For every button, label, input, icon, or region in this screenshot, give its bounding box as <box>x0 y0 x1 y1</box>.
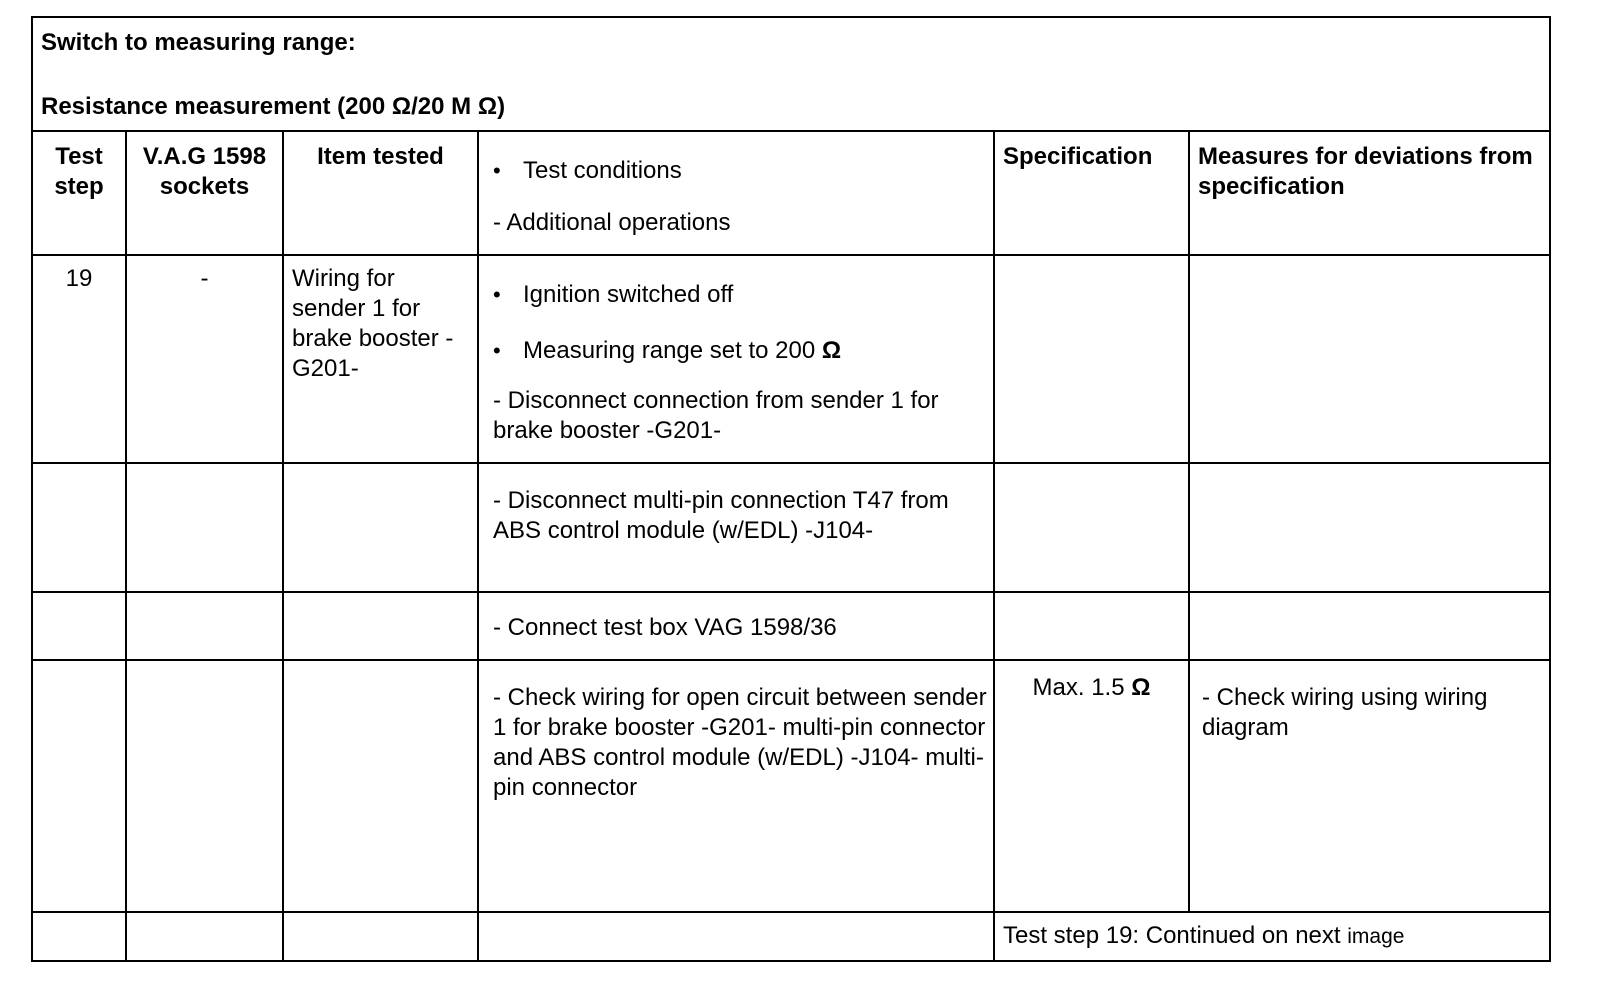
col-specification: Specification <box>994 131 1189 255</box>
test-step-number: 19 <box>32 255 126 463</box>
test-conditions-heading <box>479 156 993 186</box>
vag-socket-cell <box>126 592 283 660</box>
test-table <box>31 16 1551 962</box>
table-row <box>32 592 1550 660</box>
switch-range-heading: Switch to measuring range: <box>41 29 356 56</box>
item-tested-cell <box>283 463 478 592</box>
spec-cell <box>994 660 1189 912</box>
ohm-symbol: Ω <box>1131 674 1151 701</box>
conditions-cell <box>478 660 994 912</box>
bullet-icon: • <box>493 158 501 183</box>
measure-text: - Check wiring using wiring diagram <box>1189 660 1550 912</box>
column-header-row <box>32 131 1550 255</box>
test-conditions-label: Test conditions <box>523 157 682 184</box>
continuation-tail: image <box>1347 925 1405 948</box>
vag-socket-cell <box>126 912 283 961</box>
spec-cell <box>994 255 1189 463</box>
col-item-tested: Item tested <box>283 131 478 255</box>
bullet-icon: • <box>493 282 501 307</box>
spec-cell <box>994 463 1189 592</box>
bullet-icon: • <box>493 338 501 363</box>
measures-cell <box>1189 255 1550 463</box>
additional-operations-heading: - Additional operations <box>493 209 731 236</box>
conditions-cell <box>478 463 994 592</box>
resistance-suffix: ) <box>497 93 506 120</box>
condition-text: Ignition switched off <box>523 281 734 308</box>
measures-cell <box>1189 592 1550 660</box>
table-row <box>32 463 1550 592</box>
operation-text: - Check wiring for open circuit between sender 1 for brake booster -G201- multi-pin connector and ABS control module (w/EDL) -J104- multi-pin connector <box>493 684 987 801</box>
footer-row <box>32 912 1550 961</box>
col-test-step: Test step <box>32 131 126 255</box>
col-conditions <box>478 131 994 255</box>
resistance-measurement-heading <box>41 92 1541 122</box>
operation-text: - Disconnect multi-pin connection T47 from ABS control module (w/EDL) -J104- <box>493 487 949 544</box>
item-tested-cell <box>283 912 478 961</box>
vag-socket-cell <box>126 660 283 912</box>
condition-item <box>479 336 993 366</box>
measures-cell <box>1189 463 1550 592</box>
item-tested-cell <box>283 660 478 912</box>
spec-cell <box>994 592 1189 660</box>
vag-socket-value: - <box>126 255 283 463</box>
ohm-symbol: Ω <box>391 93 412 120</box>
test-step-cell <box>32 660 126 912</box>
resistance-mid: /20 M <box>411 93 478 120</box>
item-tested-value: Wiring for sender 1 for brake booster -G201- <box>283 255 478 463</box>
test-step-cell <box>32 592 126 660</box>
conditions-cell <box>478 592 994 660</box>
operation-text: - Disconnect connection from sender 1 for brake booster -G201- <box>493 387 939 444</box>
table-row <box>32 660 1550 912</box>
test-step-cell <box>32 912 126 961</box>
conditions-cell <box>478 912 994 961</box>
continuation-note <box>994 912 1550 961</box>
resistance-prefix: Resistance measurement (200 <box>41 93 392 120</box>
col-measures: Measures for deviations from specification <box>1189 131 1550 255</box>
table-row <box>32 255 1550 463</box>
condition-item <box>479 280 993 310</box>
vag-socket-cell <box>126 463 283 592</box>
test-step-cell <box>32 463 126 592</box>
measuring-range-header <box>32 17 1550 131</box>
ohm-symbol: Ω <box>821 337 842 364</box>
spec-value: Max. 1.5 <box>1032 674 1132 701</box>
item-tested-cell <box>283 592 478 660</box>
continuation-text: Test step 19: Continued on next <box>1003 922 1348 949</box>
operation-text: - Connect test box VAG 1598/36 <box>493 614 837 641</box>
col-vag-sockets: V.A.G 1598 sockets <box>126 131 283 255</box>
conditions-cell <box>478 255 994 463</box>
ohm-symbol: Ω <box>477 93 498 120</box>
condition-text: Measuring range set to 200 <box>523 337 822 364</box>
measuring-range-header-row <box>32 17 1550 131</box>
